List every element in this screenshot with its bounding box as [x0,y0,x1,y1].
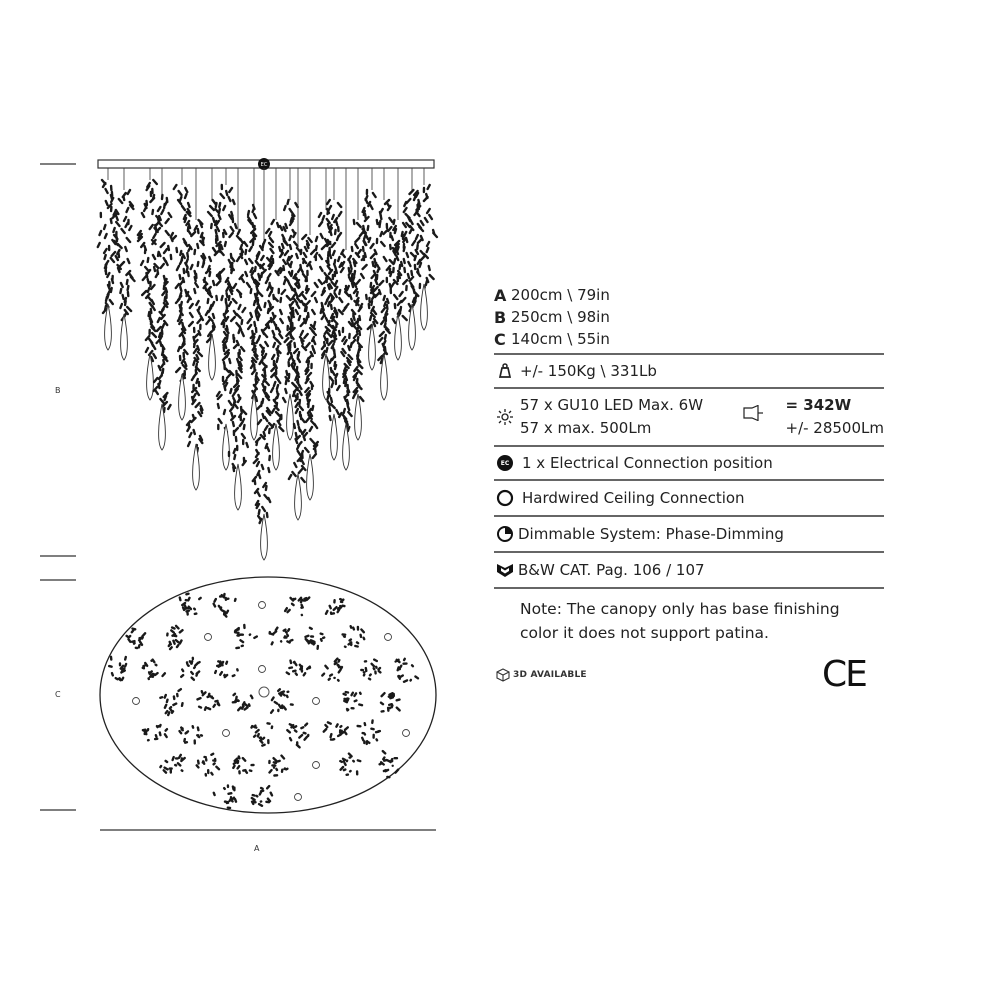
ec-marker-label: EC [260,162,268,168]
dimming-text: Dimmable System: Phase-Dimming [518,525,784,543]
weight-text: +/- 150Kg \ 331Lb [520,362,657,380]
pendant [246,168,264,440]
note-line-2: color it does not support patina. [520,624,769,642]
dimension-a-key: A [494,285,507,305]
total-lumen-text: +/- 28500Lm [785,419,884,437]
dimension-b-value: 250cm \ 98in [511,308,610,326]
plan-socket [313,762,320,769]
note [494,589,884,645]
plan-socket [133,698,140,705]
total-power-text: = 342W [785,396,852,414]
ceiling-connection-row [494,481,884,515]
plan-socket [385,634,392,641]
plan-socket [205,634,212,641]
specifications-panel [494,284,884,645]
electrical-connection-row [494,447,884,479]
light-bulb-icon [494,408,516,426]
dim-label-a: A [254,844,260,853]
pendant [316,168,336,400]
ring-icon [494,489,516,507]
lighting-row [494,389,884,445]
dimension-c-key: C [494,329,506,349]
catalog-row [494,553,884,587]
electrical-connection-icon-label: EC [500,460,510,467]
electrical-connection-text: 1 x Electrical Connection position [522,454,773,472]
pendant [362,168,382,370]
dimmer-icon [494,525,516,543]
weight-row [494,355,884,387]
ceiling-connection-text: Hardwired Ceiling Connection [522,489,745,507]
dim-label-c: C [55,690,61,699]
dimming-row [494,517,884,551]
plan-socket [259,666,266,673]
dim-label-b: B [55,386,61,395]
3d-available-text: 3D AVAILABLE [513,670,587,680]
dimension-b-key: B [494,307,507,327]
note-line-1: Note: The canopy only has base finishing [520,600,840,618]
catalog-text: B&W CAT. Pag. 106 / 107 [518,561,705,579]
dimension-c-row [494,328,884,350]
plan-socket [223,730,230,737]
plan-socket [313,698,320,705]
dimension-b-row [494,306,884,328]
dimension-a-row [494,284,884,306]
dimension-a-value: 200cm \ 79in [511,286,610,304]
ce-mark: CE [822,654,866,695]
plan-socket [295,794,302,801]
cube-icon [496,668,510,682]
pendant [414,168,437,330]
weight-icon [494,363,516,379]
plan-socket [403,730,410,737]
bw-logo-icon [494,561,516,579]
pendant [113,168,135,360]
3d-available-badge[interactable] [496,668,587,682]
lighting-bulbs-text: 57 x GU10 LED Max. 6W [520,396,704,414]
pendant [138,168,160,400]
gu10-bulb-icon [742,405,764,425]
chandelier-pendants [98,168,437,560]
dimension-c-value: 140cm \ 55in [511,330,610,348]
electrical-connection-icon [494,454,516,472]
pendant [403,168,419,350]
lighting-lumen-text: 57 x max. 500Lm [520,419,652,437]
plan-socket [259,602,266,609]
